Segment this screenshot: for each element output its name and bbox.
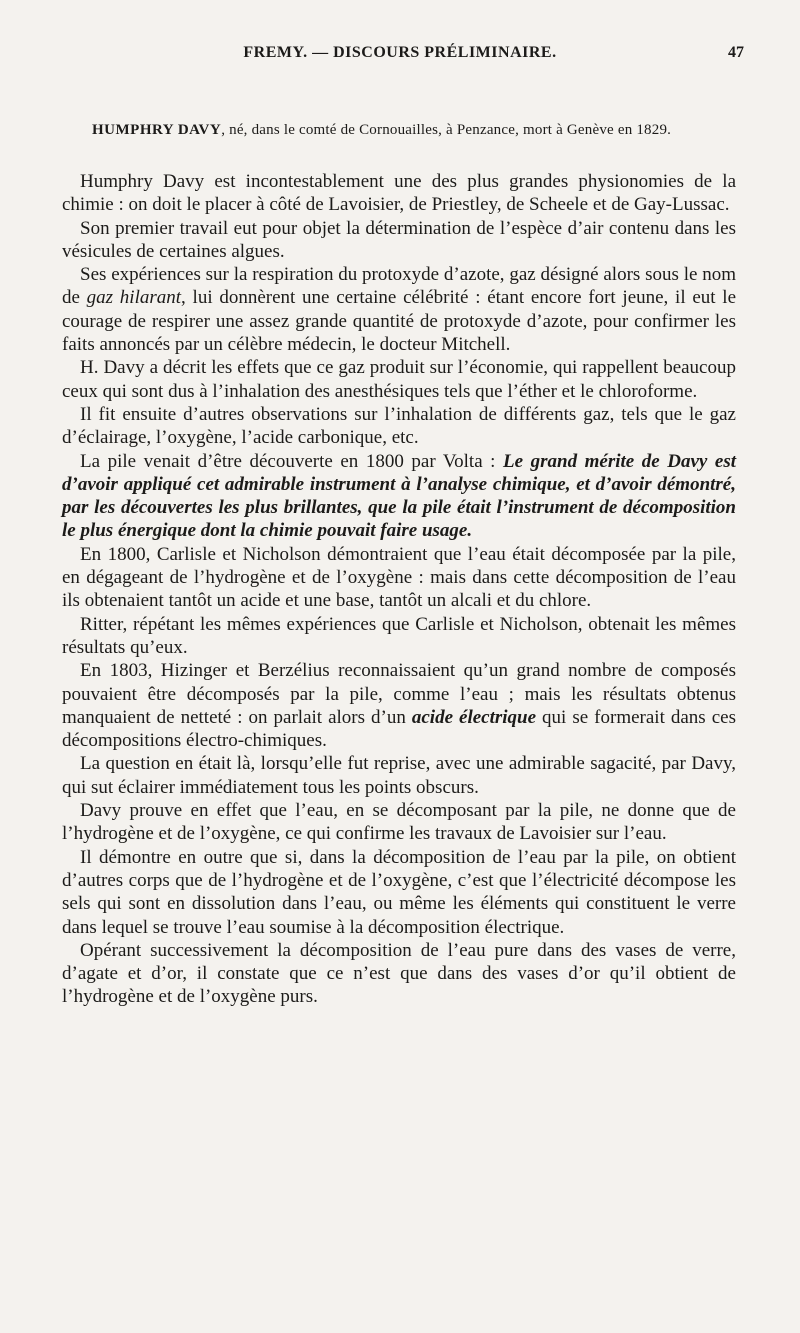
paragraph-text: Ritter, répétant les mêmes expériences que Carlisle et Nicholson, obtenait les mêmes résultats qu’eux. [62,613,736,658]
body-text [62,170,736,1009]
paragraph [62,659,736,752]
paragraph [62,543,736,613]
emphasis-text: gaz hilarant [86,287,182,309]
paragraph-text: Davy prouve en effet que l’eau, en se décomposant par la pile, ne donne que de l’hydrogène et de l’oxygène, ce qui confirme les travaux de Lavoisier sur l’eau. [62,800,736,845]
paragraph-text: Ses expériences sur la respiration du protoxyde d’azote, gaz désigné alors sous le nom de [62,264,736,309]
paragraph-text: , lui donnèrent une certaine célébrité : étant encore fort jeune, il eut le courage de respirer une assez grande quantité de protoxyde d’azote, pour confirmer les faits annoncés par un célèbre médecin, le docteur Mitchell. [62,287,736,356]
running-title: FREMY. — DISCOURS PRÉLIMINAIRE. [243,44,557,61]
emphasis-text: acide électrique [411,706,537,728]
portrait-caption [92,122,732,139]
paragraph-text: H. Davy a décrit les effets que ce gaz produit sur l’économie, qui rappellent beaucoup ceux qui sont dus à l’inhalation des anesthésiques tels que l’éther et le chloroforme. [62,357,736,402]
page-number: 47 [728,44,744,61]
paragraph [62,170,736,217]
paragraph [62,263,736,356]
paragraph-text: En 1803, Hizinger et Berzélius reconnaissaient qu’un grand nombre de composés pouvaient être décomposés par la pile, comme l’eau ; mais les résultats obtenus manquaient de netteté : on parlait alors d’un [62,660,736,728]
paragraph [62,450,736,543]
caption-name: HUMPHRY DAVY [92,122,222,138]
paragraph-text: Opérant successivement la décomposition de l’eau pure dans des vases de verre, d’agate et d’or, il constate que ce n’est que dans des vases d’or qu’il obtient de l’hydrogène et de l’oxygène purs. [62,939,736,1008]
paragraph [62,799,736,846]
paragraph [62,939,736,1009]
paragraph [62,846,736,939]
paragraph [62,356,736,403]
paragraph-text: qui se formerait dans ces décompositions électro-chimiques. [62,706,736,752]
paragraph [62,752,736,799]
paragraph-text: La pile venait d’être découverte en 1800 par Volta : [80,450,504,472]
running-head [0,44,800,68]
emphasis-text: Le grand mérite de Davy est d’avoir appliqué cet admirable instrument à l’analyse chimique, et d’avoir démontré, par les découvertes les plus brillantes, que la pile était l’instrument de décomposition le plus énergique dont la chimie pouvait faire usage. [62,450,736,542]
paragraph-text: Il démontre en outre que si, dans la décomposition de l’eau par la pile, on obtient d’autres corps que de l’hydrogène et de l’oxygène, c’est que l’électricité décompose les sels qui sont en dissolution dans l’eau, ou même les éléments qui constituent le verre dans lequel se trouve l’eau soumise à la décomposition électrique. [62,846,736,938]
paragraph [62,403,736,450]
paragraph-text: Il fit ensuite d’autres observations sur l’inhalation de différents gaz, tels que le gaz d’éclairage, l’oxygène, l’acide carbonique, etc. [62,403,736,449]
paragraph [62,613,736,660]
paragraph [62,217,736,264]
caption-details: , né, dans le comté de Cornouailles, à Penzance, mort à Genève en 1829. [221,122,672,138]
paragraph-text: La question en était là, lorsqu’elle fut reprise, avec une admirable sagacité, par Davy, qui sut éclairer immédiatement tous les points obscurs. [62,753,736,798]
paragraph-text: Humphry Davy est incontestablement une des plus grandes physionomies de la chimie : on doit le placer à côté de Lavoisier, de Priestley, de Scheele et de Gay-Lussac. [62,171,736,216]
paragraph-text: En 1800, Carlisle et Nicholson démontraient que l’eau était décomposée par la pile, en dégageant de l’hydrogène et de l’oxygène : mais dans cette décomposition de l’eau ils obtenaient tantôt un acide et une base, tantôt un alcali et du chlore. [62,543,736,612]
paragraph-text: Son premier travail eut pour objet la détermination de l’espèce d’air contenu dans les vésicules de certaines algues. [62,217,736,262]
